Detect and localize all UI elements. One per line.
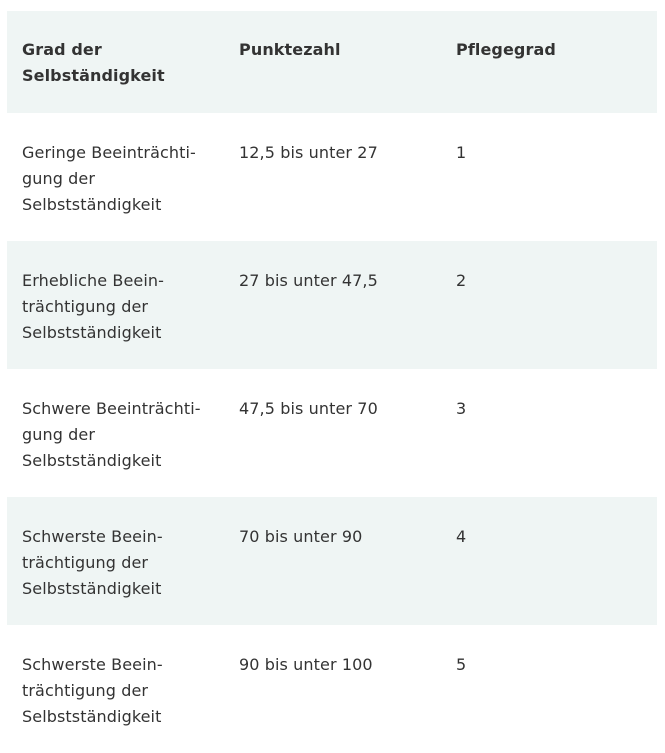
cell-pflegegrad: 4 xyxy=(456,527,467,546)
cell-punkte: 27 bis unter 47,5 xyxy=(239,271,378,290)
header-pflegegrad: Pflegegrad xyxy=(456,40,556,59)
table-row xyxy=(7,241,657,369)
cell-punkte: 90 bis unter 100 xyxy=(239,655,373,674)
cell-punkte: 12,5 bis unter 27 xyxy=(239,143,378,162)
cell-punkte: 70 bis unter 90 xyxy=(239,527,363,546)
table-row xyxy=(7,113,657,241)
cell-grad: Schwerste Beein-trächtigung der Selbstständigkeit xyxy=(22,655,163,726)
header-punktezahl: Punktezahl xyxy=(239,40,341,59)
cell-grad: Schwerste Beein-trächtigung der Selbstständigkeit xyxy=(22,527,163,598)
cell-grad: Geringe Beeinträchti-gung der Selbstständigkeit xyxy=(22,143,196,214)
header-grad: Grad der Selbständigkeit xyxy=(22,40,165,85)
cell-pflegegrad: 1 xyxy=(456,143,467,162)
table-row xyxy=(7,497,657,625)
table-row xyxy=(7,625,657,753)
table-header-row xyxy=(7,11,657,113)
cell-punkte: 47,5 bis unter 70 xyxy=(239,399,378,418)
cell-grad: Schwere Beeinträchti-gung der Selbstständigkeit xyxy=(22,399,201,470)
cell-pflegegrad: 5 xyxy=(456,655,467,674)
table-row xyxy=(7,369,657,497)
pflegegrad-table xyxy=(7,11,657,753)
cell-grad: Erhebliche Beein-trächtigung der Selbstständigkeit xyxy=(22,271,165,342)
cell-pflegegrad: 3 xyxy=(456,399,467,418)
cell-pflegegrad: 2 xyxy=(456,271,467,290)
